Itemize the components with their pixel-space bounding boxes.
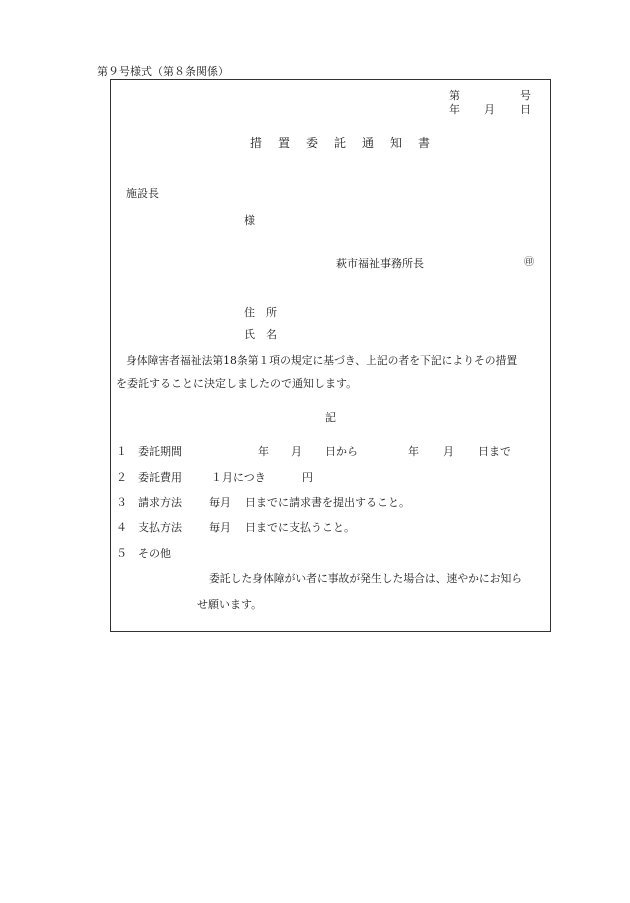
body-line-1: 身体障害者福祉法第18条第１項の規定に基づき、上記の者を下記によりその措置 xyxy=(126,354,518,367)
doc-number-go: 号 xyxy=(520,89,531,102)
item-3-label: 請求方法 xyxy=(138,496,182,509)
period-from-month: 月 xyxy=(291,445,302,458)
billing-monthly: 毎月 xyxy=(209,496,231,509)
seal-mark: ㊞ xyxy=(524,257,534,268)
other-line-2: せ願います。 xyxy=(197,598,263,611)
item-4-label: 支払方法 xyxy=(138,521,182,534)
item-5-number: ５ xyxy=(116,547,127,560)
item-2-number: ２ xyxy=(116,471,127,484)
facility-head: 施設長 xyxy=(126,187,159,200)
issuer-name: 萩市福祉事務所長 xyxy=(336,257,424,270)
payment-monthly: 毎月 xyxy=(209,521,231,534)
payment-text: 日までに支払うこと。 xyxy=(245,521,355,534)
period-to-month: 月 xyxy=(443,445,454,458)
item-1-number: １ xyxy=(116,445,127,458)
item-3-number: ３ xyxy=(116,496,127,509)
ki-heading: 記 xyxy=(325,411,336,424)
date-day: 日 xyxy=(520,103,531,116)
sama: 様 xyxy=(244,214,255,227)
other-line-1: 委託した身体障がい者に事故が発生した場合は、速やかにお知ら xyxy=(209,572,523,585)
cost-per-month: １月につき xyxy=(211,471,266,484)
date-month: 月 xyxy=(484,103,495,116)
item-5-label: その他 xyxy=(138,547,171,560)
item-4-number: ４ xyxy=(116,521,127,534)
period-to-day: 日まで xyxy=(478,445,511,458)
item-1-label: 委託期間 xyxy=(138,445,182,458)
name-label: 氏 名 xyxy=(244,328,277,341)
doc-number-dai: 第 xyxy=(449,89,460,102)
form-number: 第９号様式（第８条関係） xyxy=(97,65,229,78)
date-year: 年 xyxy=(449,103,460,116)
period-from-year: 年 xyxy=(258,445,269,458)
item-2-label: 委託費用 xyxy=(138,471,182,484)
period-from-day: 日から xyxy=(325,445,358,458)
billing-text: 日までに請求書を提出すること。 xyxy=(245,496,410,509)
address-label: 住 所 xyxy=(244,306,277,319)
cost-yen: 円 xyxy=(302,471,313,484)
period-to-year: 年 xyxy=(408,445,419,458)
body-line-2: を委託することに決定しましたので通知します。 xyxy=(116,377,358,390)
document-title: 措置委託通知書 xyxy=(250,136,447,150)
